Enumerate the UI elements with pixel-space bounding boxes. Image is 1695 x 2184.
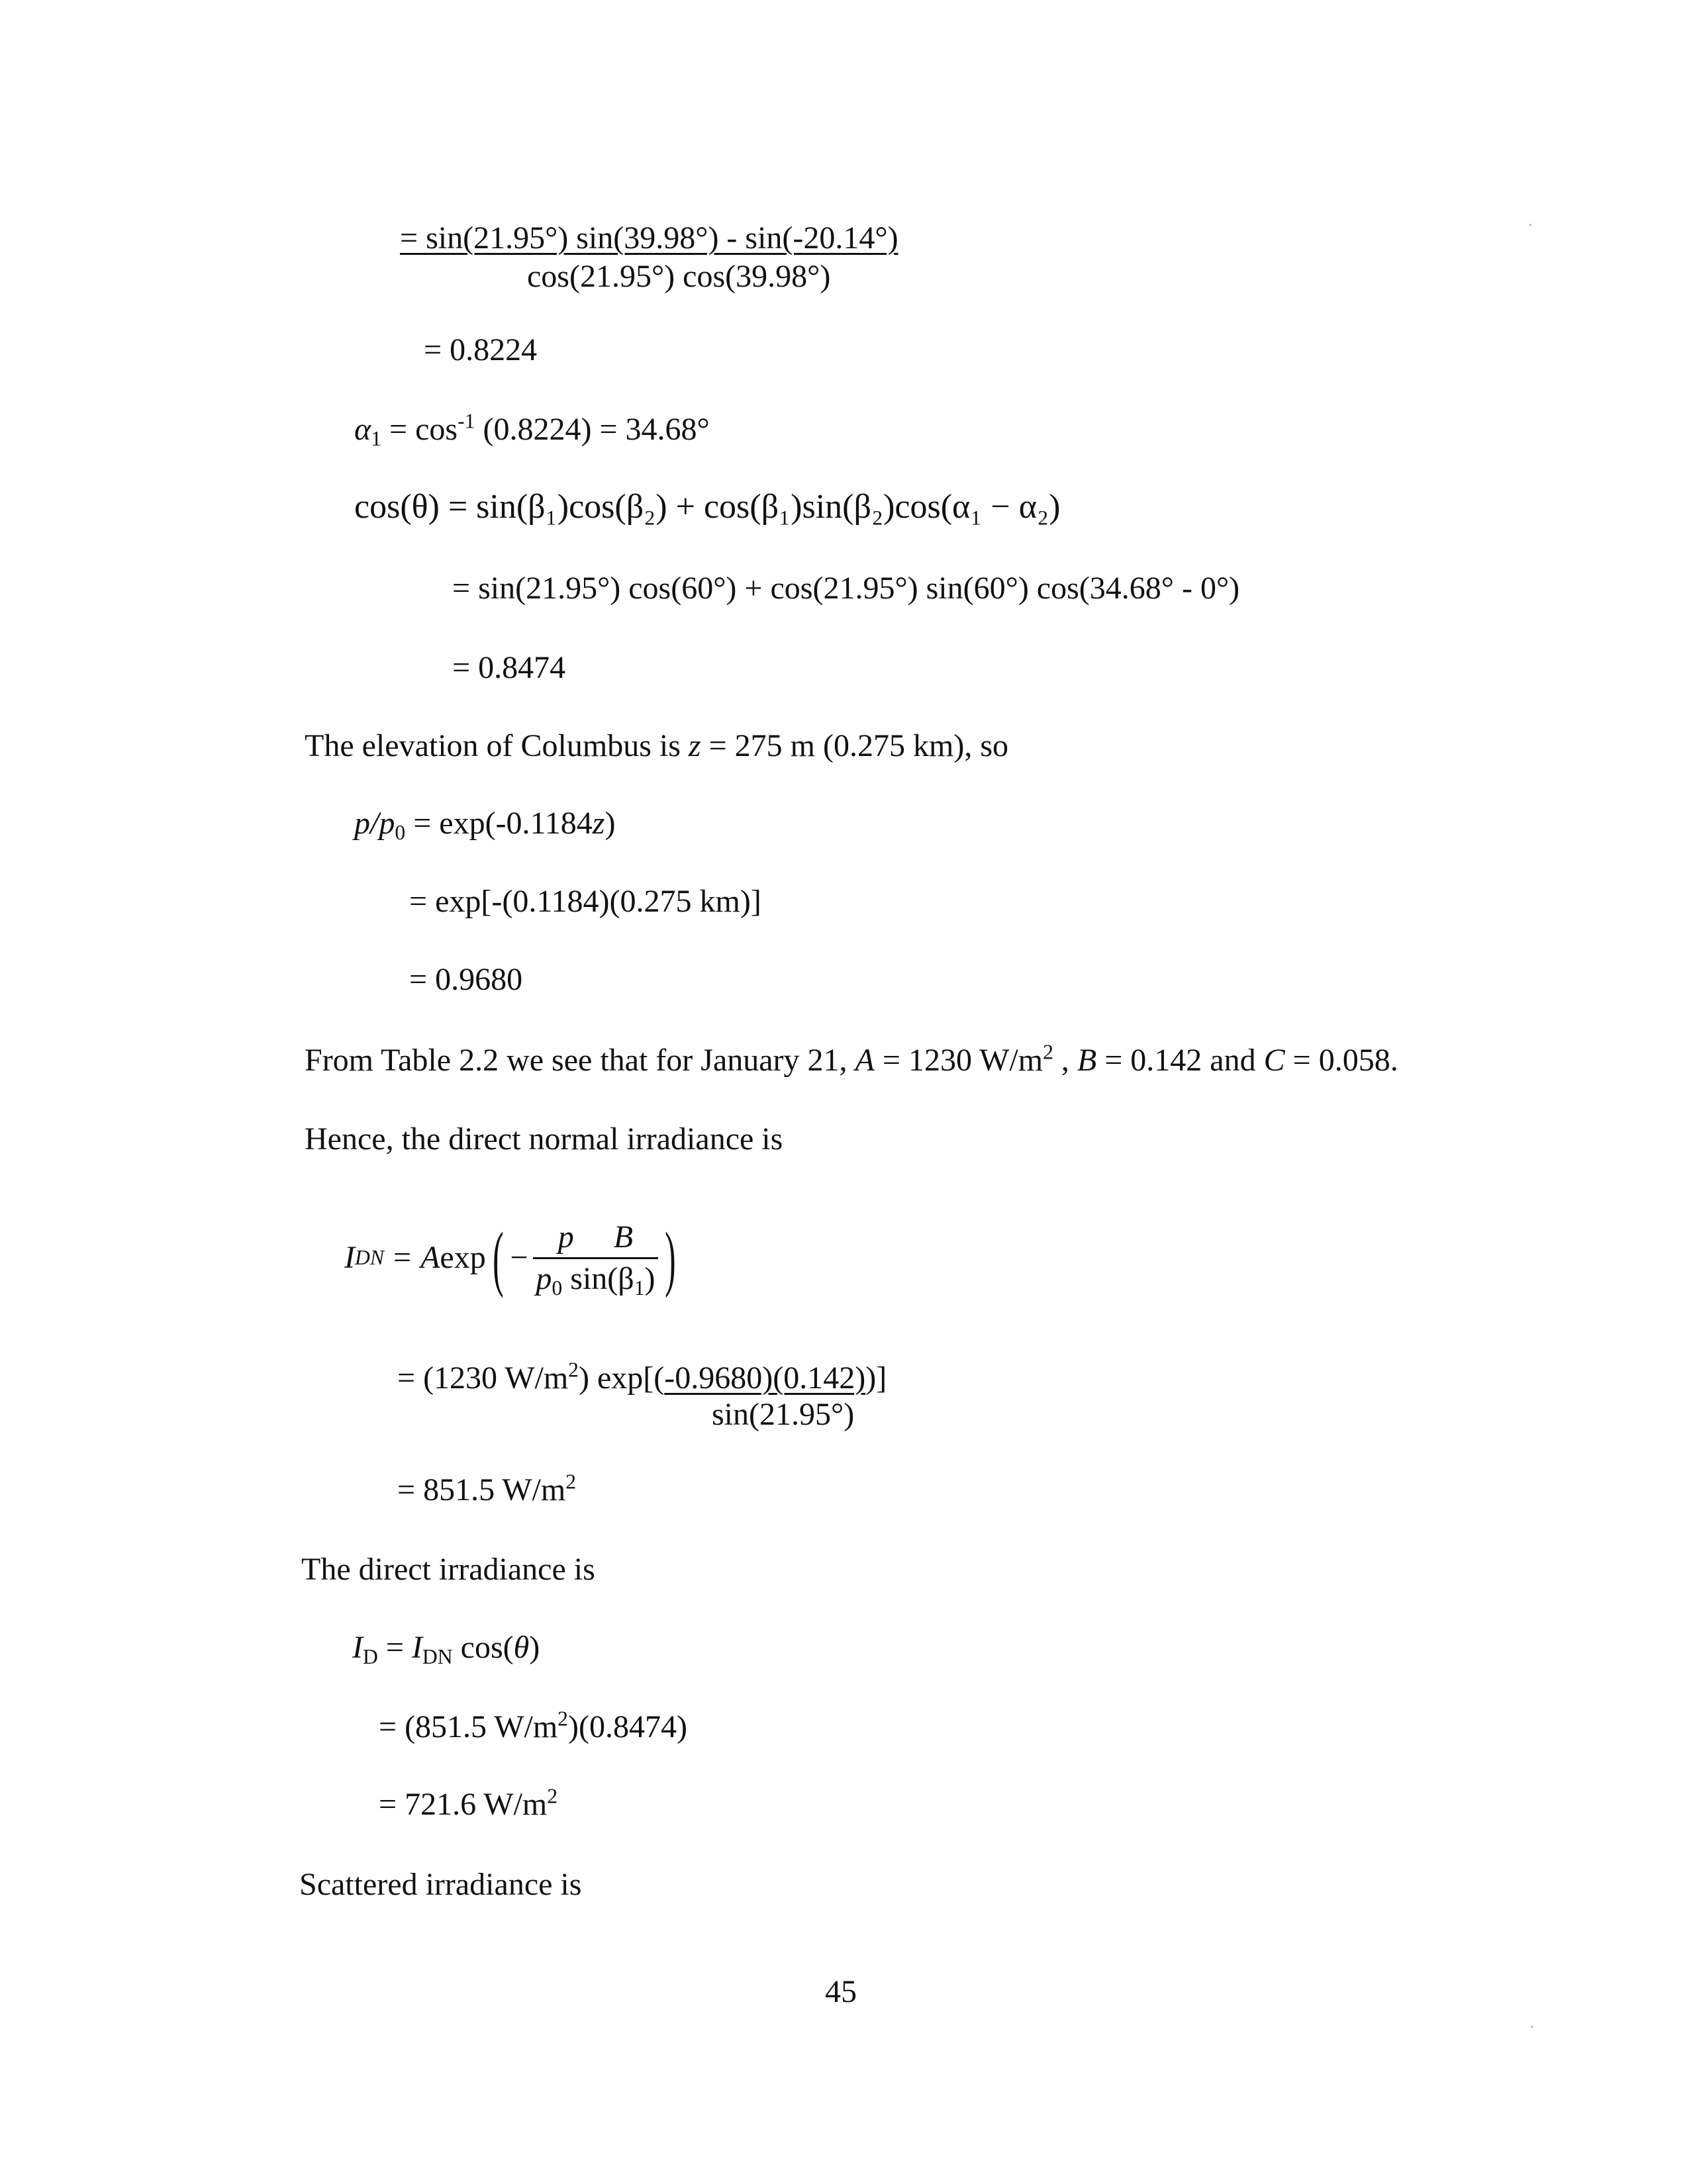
left-paren: ( bbox=[492, 1217, 504, 1298]
equation-idn-result: = 851.5 $W/m^2$ bbox=[397, 1470, 577, 1507]
paragraph-elevation: The elevation of Columbus is z = 275 m (0.275 km), so bbox=[305, 728, 1008, 763]
equation-idn-substitution: = (1230 $W/m^2$) exp[(-0.9680)(0.142))] bbox=[397, 1358, 887, 1396]
equation-alpha-fraction-numerator: = sin(21.95°) sin(39.98°) - sin(-20.14°) bbox=[400, 220, 898, 256]
scan-speck bbox=[1531, 2026, 1533, 2028]
equation-pressure-ratio: $p/p_0 = \exp(-0.1184z)$ bbox=[354, 806, 616, 844]
equation-cos-theta-substitution: = sin(21.95°) cos(60°) + cos(21.95°) sin(60°) cos(34.68° - 0°) bbox=[452, 571, 1240, 606]
paragraph-direct-normal-intro: Hence, the direct normal irradiance is bbox=[305, 1121, 783, 1157]
equation-id-substitution: = (851.5 $W/m^2)(0.8474)$ bbox=[379, 1707, 687, 1744]
paragraph-scattered-intro: Scattered irradiance is bbox=[299, 1867, 582, 1902]
equation-id: $I_D = I_{DN}$ cos(θ) bbox=[352, 1630, 540, 1668]
equation-pressure-substitution: = exp[-(0.1184)(0.275 km)] bbox=[409, 884, 761, 919]
equation-result-0-8224: = 0.8224 bbox=[424, 332, 538, 367]
equation-cos-theta: cos(θ) = sin(β₁)cos(β₂) + cos(β₁)sin(β₂)cos(α₁ − α₂) bbox=[354, 488, 1061, 526]
equation-result-0-9680: = 0.9680 bbox=[409, 962, 523, 997]
equation-idn: I DN = A exp ( − $\frac{\text{p B}}{p_0 \sin(\beta_1)}$ ) bbox=[344, 1217, 676, 1300]
equation-alpha1: $\alpha_1 = \cos^{-1} (0.8224) = 34.68^\circ$ bbox=[354, 409, 710, 450]
equation-result-0-8474: = 0.8474 bbox=[452, 650, 566, 685]
equation-id-result: = 721.6 $W/m^2$ bbox=[379, 1784, 558, 1822]
equation-idn-substitution-denominator: sin(21.95°) bbox=[712, 1397, 855, 1432]
scan-speck bbox=[1529, 224, 1531, 226]
paragraph-table-values: From Table 2.2 we see that for January 21, A = 1230 $W/m^2$ , B = 0.142 and C = 0.058. bbox=[305, 1040, 1398, 1078]
equation-alpha-fraction-denominator: cos(21.95°) cos(39.98°) bbox=[527, 259, 831, 294]
page-number: 45 bbox=[825, 1974, 857, 2009]
paragraph-direct-irradiance-intro: The direct irradiance is bbox=[301, 1552, 595, 1587]
right-paren: ) bbox=[664, 1217, 676, 1298]
idn-fraction: $\frac{\text{p B}}{p_0 \sin(\beta_1)}$ bbox=[533, 1221, 657, 1295]
